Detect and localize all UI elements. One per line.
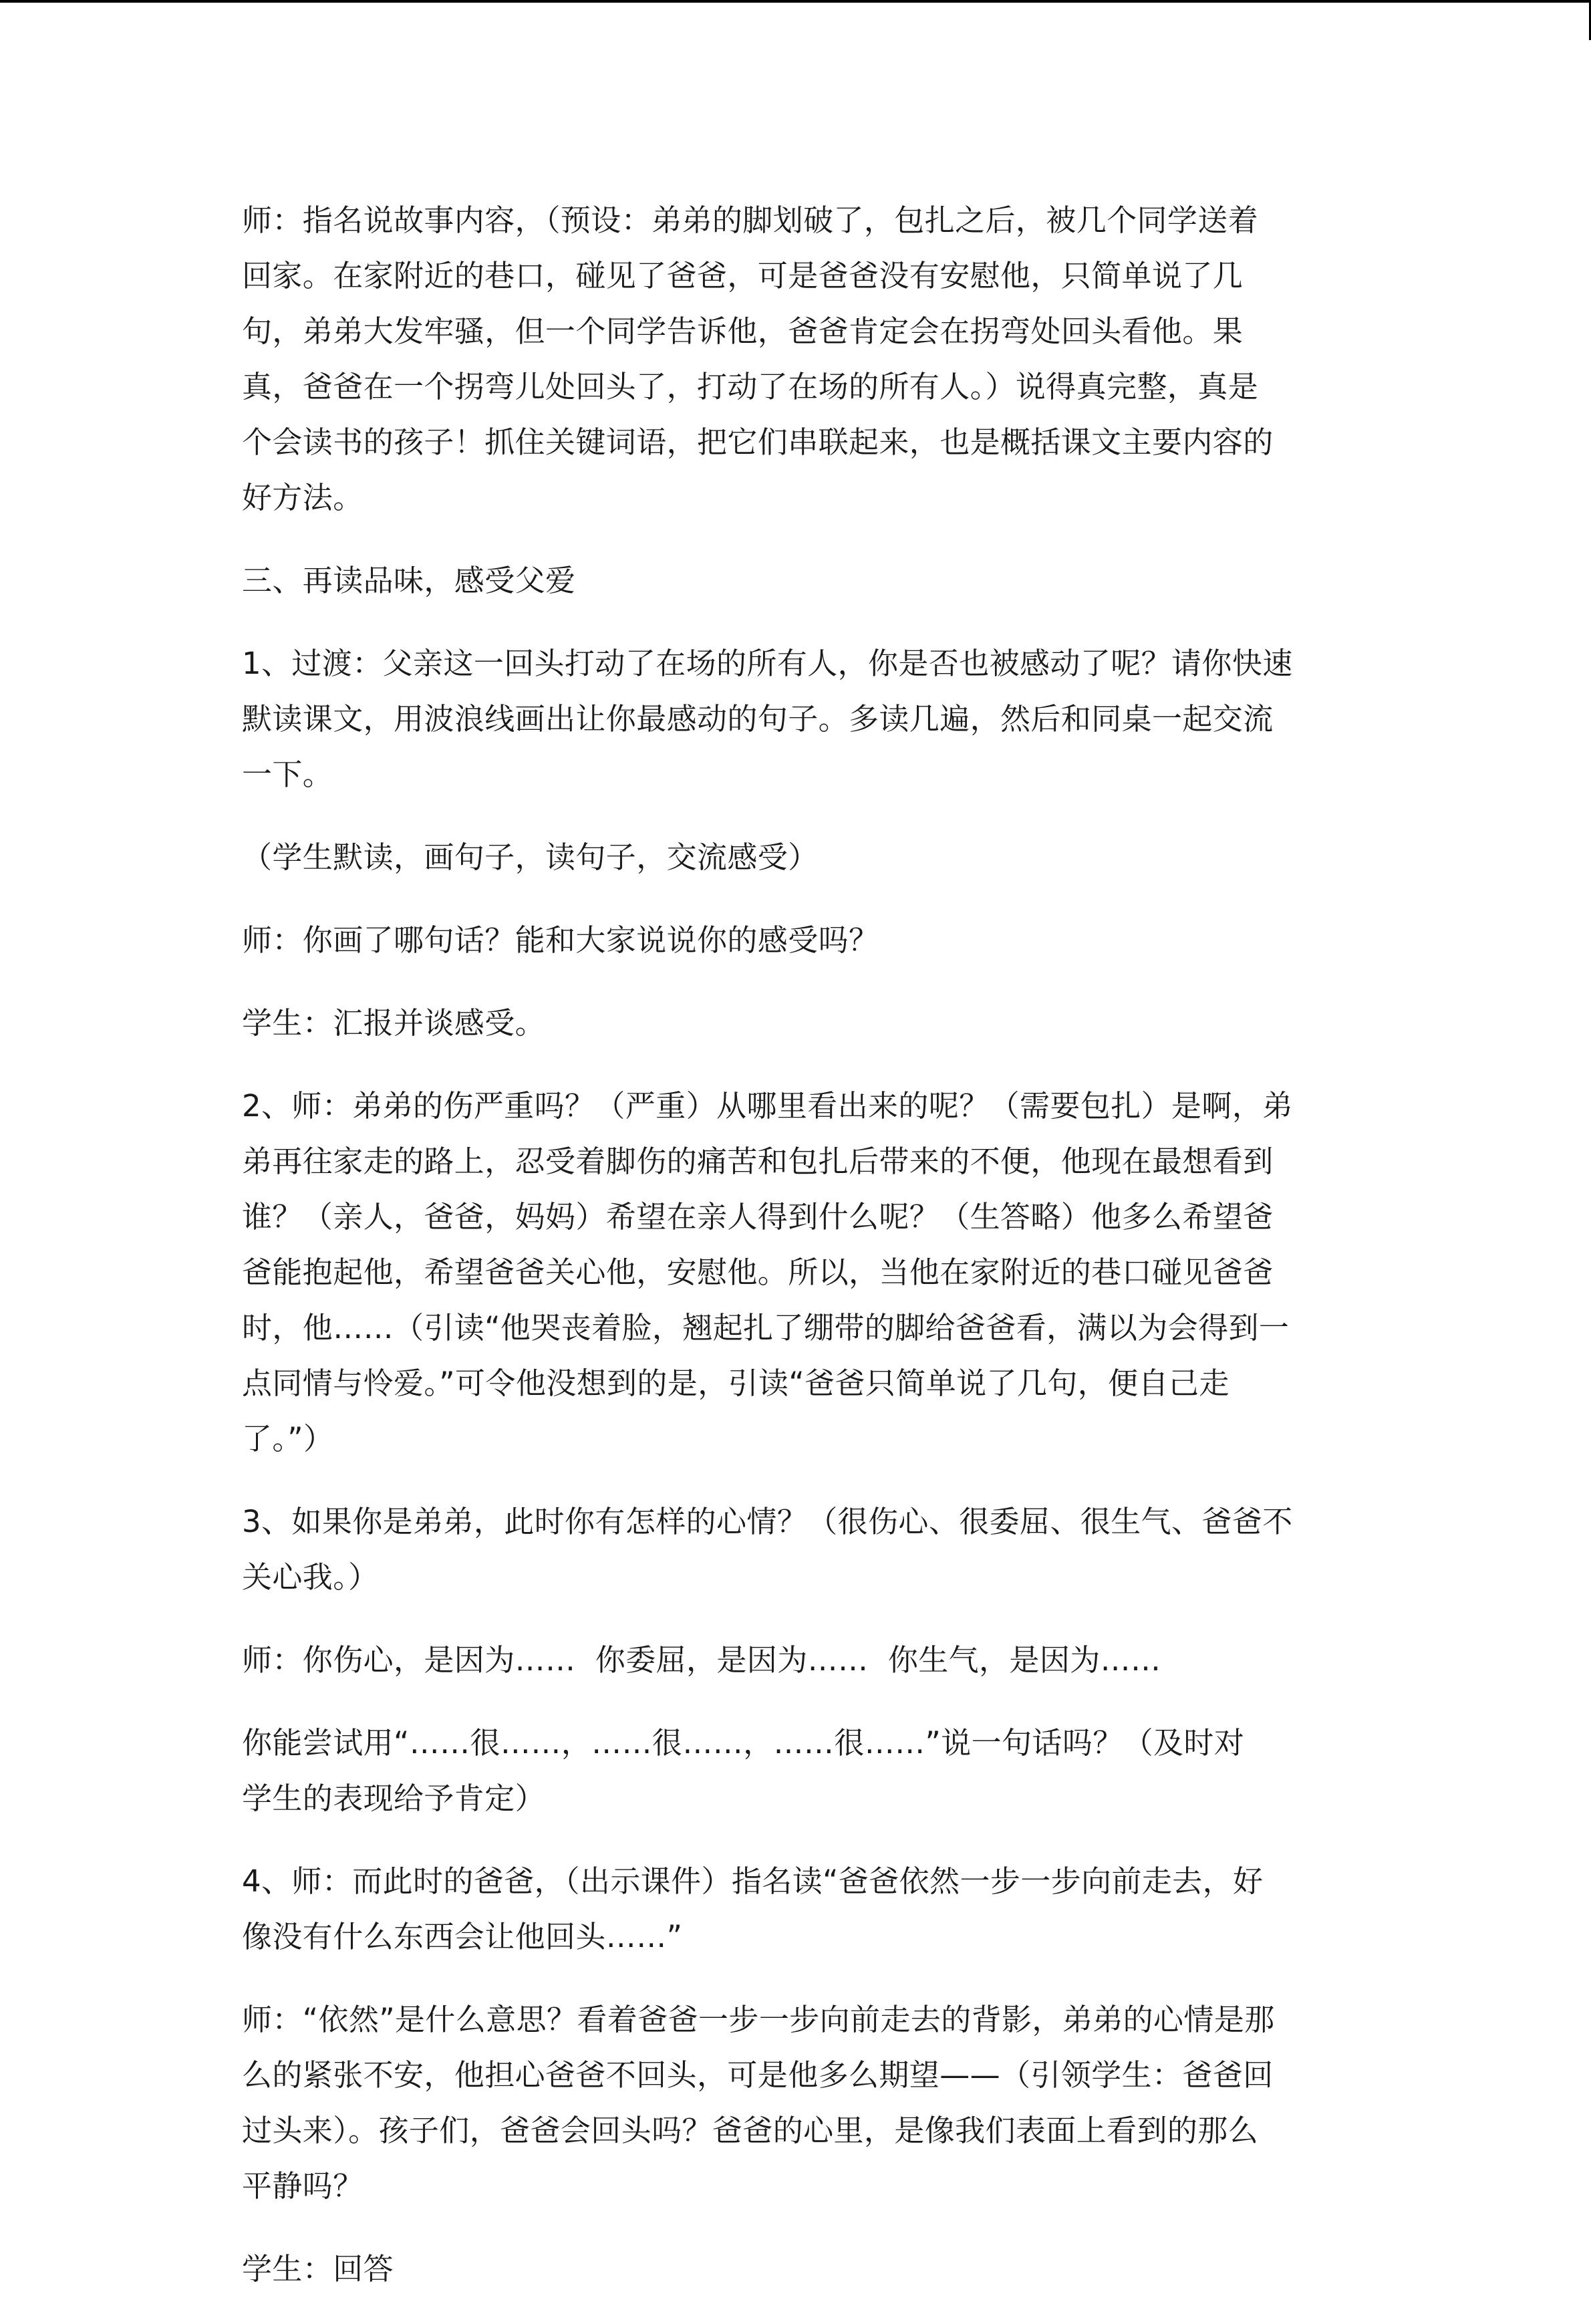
paragraph-teacher-question: 师：你画了哪句话？能和大家说说你的感受吗？ [242, 922, 879, 958]
paragraph-step-3-feelings: 3、如果你是弟弟，此时你有怎样的心情？（很伤心、很委屈、很生气、爸爸不 关心我。） [242, 1504, 1293, 1595]
paragraph-story-summary: 师：指名说故事内容，（预设：弟弟的脚划破了，包扎之后，被几个同学送着 回家。在家附近的巷口，碰见了爸爸，可是爸爸没有安慰他，只简单说了几 句，弟弟大发牢骚，但一个同学告诉他，爸爸肯定会在拐弯处回头看他。果 真，爸爸在一个拐弯儿处回头了，打动了在场的所有人。）说得真完整，真是 个会读书的孩子！抓住关键词语，把它们串联起来，也是概括课文主要内容的 好方法。 [242, 203, 1274, 515]
paragraph-step-1-transition: 1、过渡：父亲这一回头打动了在场的所有人，你是否也被感动了呢？请你快速 默读课文，用波浪线画出让你最感动的句子。多读几遍，然后和同桌一起交流 一下。 [242, 646, 1293, 792]
paragraph-teacher-because: 师：你伤心，是因为…… 你委屈，是因为…… 你生气，是因为…… [242, 1642, 1161, 1678]
paragraph-teacher-meaning: 师：“依然”是什么意思？看着爸爸一步一步向前走去的背影，弟弟的心情是那 么的紧张不安，他担心爸爸不回头，可是他多么期望——（引领学生：爸爸回 过头来）。孩子们，爸爸会回头吗？爸爸的心里，是像我们表面上看到的那么 平静吗？ [242, 2002, 1275, 2204]
document-body [242, 192, 1351, 2324]
section-heading-reread: 三、再读品味，感受父爱 [242, 563, 576, 598]
paragraph-student-answer: 学生：回答 [242, 2251, 394, 2287]
paragraph-sentence-pattern: 你能尝试用“……很……，……很……，……很……”说一句话吗？（及时对 学生的表现给予肯定） [242, 1725, 1245, 1816]
paragraph-step-2-injury: 2、师：弟弟的伤严重吗？（严重）从哪里看出来的呢？（需要包扎）是啊，弟 弟再往家走的路上，忍受着脚伤的痛苦和包扎后带来的不便，他现在最想看到 谁？（亲人，爸爸，妈妈）希望在亲人得到什么呢？（生答略）他多么希望爸 爸能抱起他，希望爸爸关心他，安慰他。所以，当他在家附近的巷口碰见爸爸 时，他……（引读“他哭丧着脸，翘起扎了绷带的脚给爸爸看，满以为会得到一 点同情与怜爱。”可令他没想到的是，引读“爸爸只简单说了几句，便自己走 了。”） [242, 1088, 1293, 1456]
paragraph-student-report: 学生：汇报并谈感受。 [242, 1005, 546, 1041]
top-border-line [0, 0, 1591, 3]
paragraph-student-activity: （学生默读，画句子，读句子，交流感受） [242, 840, 819, 875]
paragraph-step-4-father: 4、师：而此时的爸爸，（出示课件）指名读“爸爸依然一步一步向前走去，好 像没有什么东西会让他回头……” [242, 1863, 1264, 1954]
